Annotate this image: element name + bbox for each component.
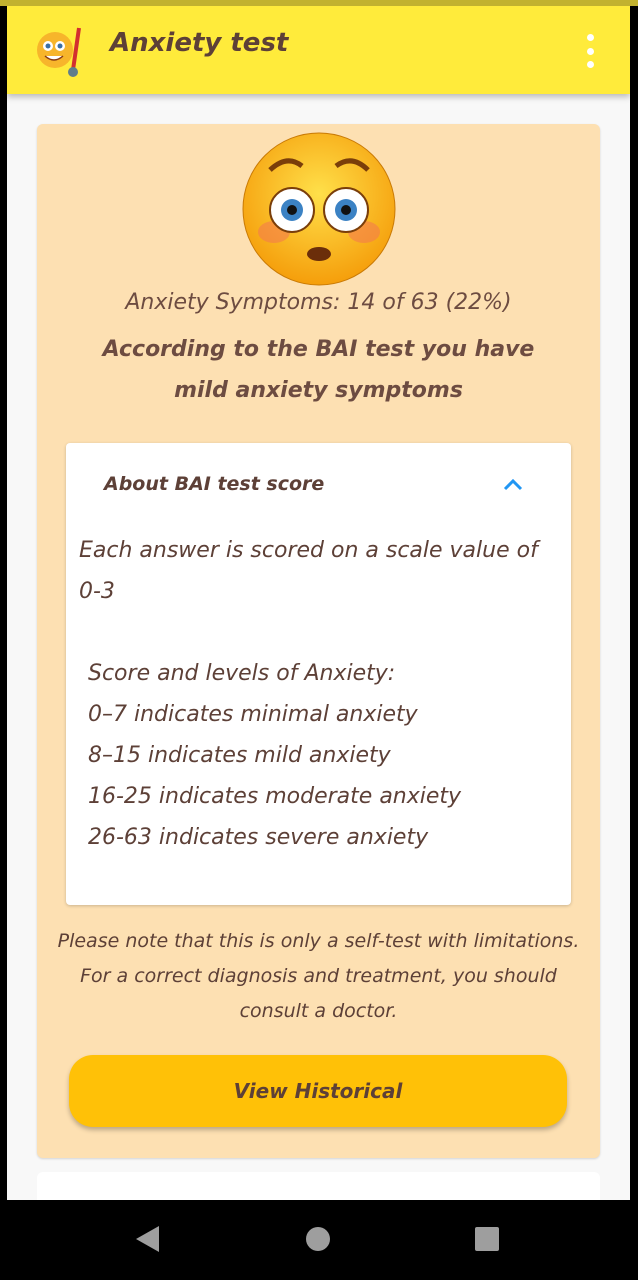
recents-icon[interactable] <box>475 1227 499 1251</box>
flushed-face-icon <box>242 132 397 287</box>
back-icon[interactable] <box>136 1226 159 1252</box>
next-card <box>37 1172 600 1200</box>
app-logo-icon <box>33 22 89 82</box>
chevron-up-icon[interactable] <box>503 477 523 491</box>
level-item: 16-25 indicates moderate anxiety <box>88 784 462 809</box>
level-item: 8–15 indicates mild anxiety <box>88 743 391 768</box>
more-vert-icon[interactable] <box>583 34 597 68</box>
level-item: 26-63 indicates severe anxiety <box>88 825 429 850</box>
disclaimer-note: Please note that this is only a self-test with limitations. For a correct diagnosis and treatment, you should consult a doctor. <box>57 930 580 1022</box>
screen <box>7 6 630 1200</box>
scale-text: Each answer is scored on a scale value of 0-3 <box>79 538 538 604</box>
app-bar <box>7 6 630 94</box>
result-verdict: According to the BAI test you have mild anxiety symptoms <box>102 337 535 403</box>
symptoms-score: Anxiety Symptoms: 14 of 63 (22%) <box>125 290 512 315</box>
level-item: 0–7 indicates minimal anxiety <box>88 702 418 727</box>
home-icon[interactable] <box>306 1227 330 1251</box>
result-card <box>37 124 600 1158</box>
app-title: Anxiety test <box>110 28 289 58</box>
about-panel <box>66 443 571 905</box>
view-historical-button[interactable]: View Historical <box>69 1055 567 1127</box>
about-panel-title[interactable]: About BAI test score <box>104 473 325 495</box>
about-panel-body <box>79 530 549 858</box>
levels-heading: Score and levels of Anxiety: <box>88 661 396 686</box>
